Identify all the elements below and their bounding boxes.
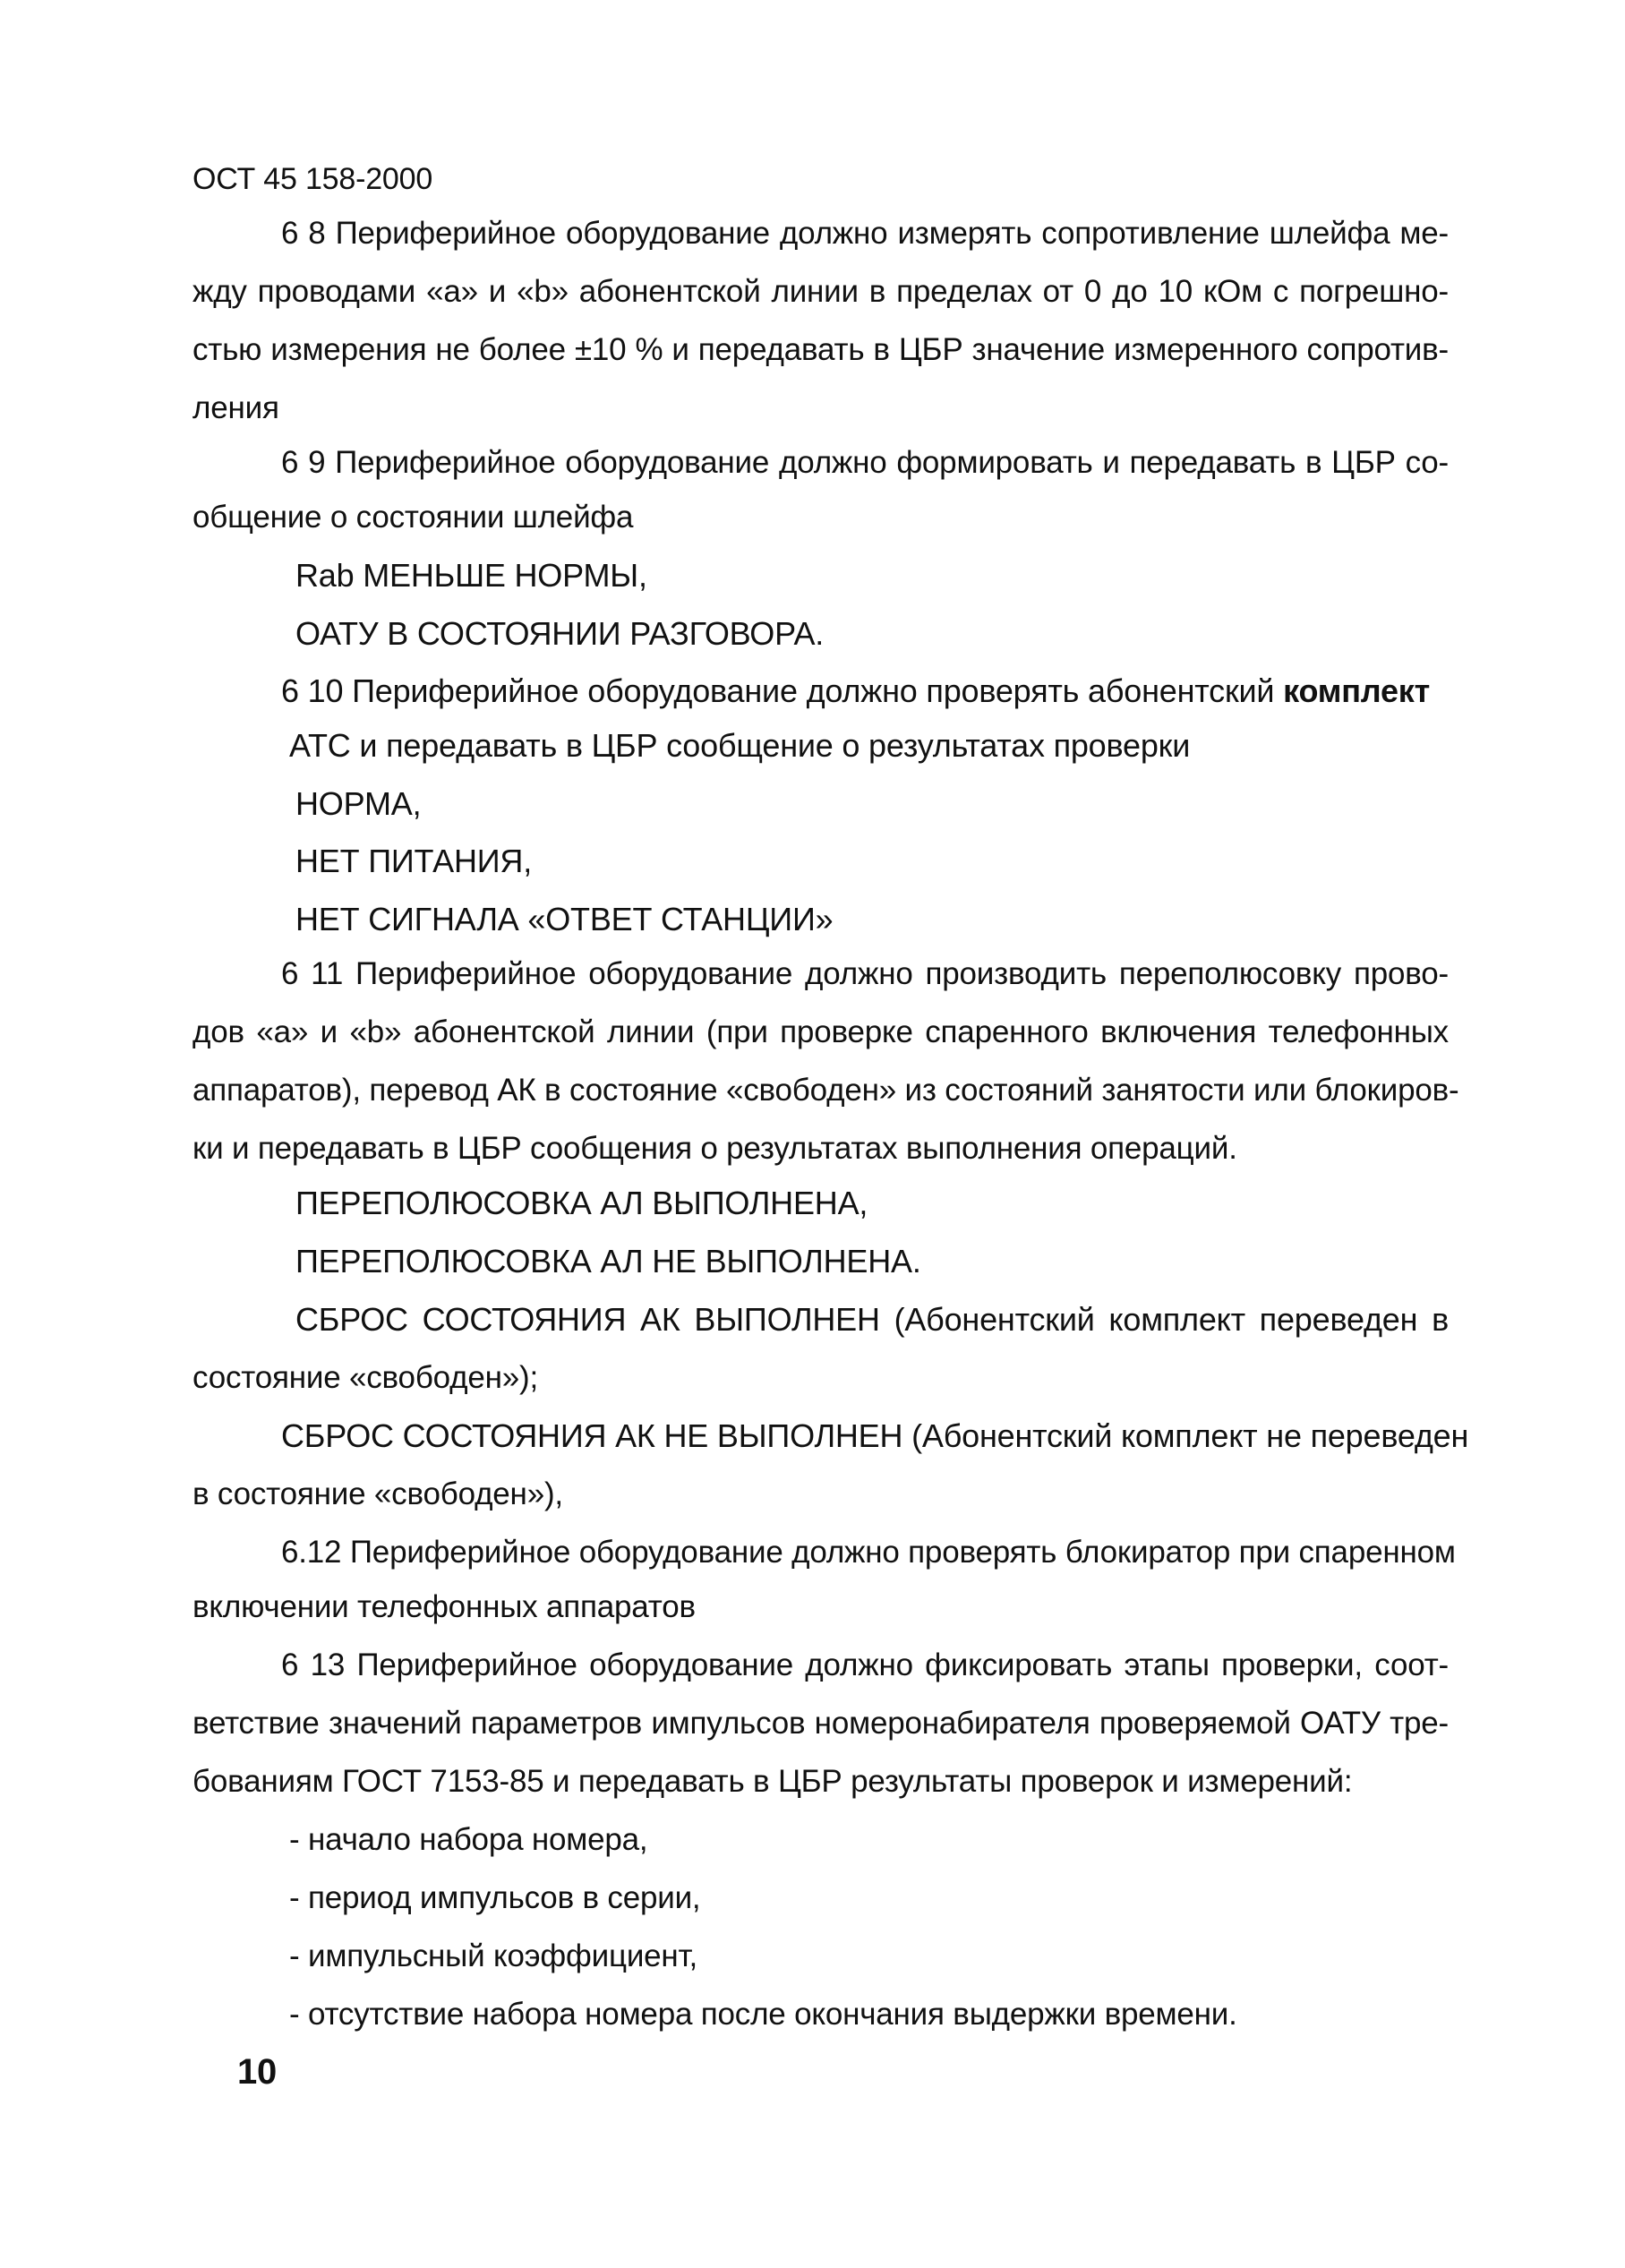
message-reset-not-done-line-2: в состояние «свободен»), xyxy=(192,1476,563,1511)
para-6-11-line-1: 6 11 Периферийное оборудование должно производить переполюсовку прово- xyxy=(281,956,1449,991)
para-6-9-line-1: 6 9 Периферийное оборудование должно формировать и передавать в ЦБР со- xyxy=(281,445,1449,480)
page-number: 10 xyxy=(237,2052,278,2092)
message-repolarization-not-done: ПЕРЕПОЛЮСОВКА АЛ НЕ ВЫПОЛНЕНА. xyxy=(295,1243,921,1279)
para-6-11-line-4: ки и передавать в ЦБР сообщения о результатах выполнения операций. xyxy=(192,1131,1237,1166)
para-6-12-line-2: включении телефонных аппаратов xyxy=(192,1589,696,1624)
message-norm: НОРМА, xyxy=(295,785,422,822)
message-oatu-in-call: ОАТУ В СОСТОЯНИИ РАЗГОВОРА. xyxy=(295,615,825,652)
message-reset-done-line-1: СБРОС СОСТОЯНИЯ АК ВЫПОЛНЕН (Абонентский комплект переведен в xyxy=(295,1301,1449,1338)
para-6-8-line-2: жду проводами «а» и «b» абонентской линии в пределах от 0 до 10 кОм с погрешно- xyxy=(192,274,1449,309)
list-item-no-dial-timeout: - отсутствие набора номера после окончания выдержки времени. xyxy=(289,1997,1237,2032)
para-6-13-line-3: бованиям ГОСТ 7153-85 и передавать в ЦБР результаты проверок и измерений: xyxy=(192,1764,1353,1799)
message-reset-done-line-2: состояние «свободен»); xyxy=(192,1360,539,1395)
para-6-8-line-4: ления xyxy=(192,390,279,425)
message-repolarization-done: ПЕРЕПОЛЮСОВКА АЛ ВЫПОЛНЕНА, xyxy=(295,1185,868,1221)
para-6-9-line-2: общение о состоянии шлейфа xyxy=(192,500,634,535)
para-6-10-line-1 xyxy=(281,672,1430,711)
para-6-11-line-3: аппаратов), перевод АК в состояние «свободен» из состояний занятости или блокиров- xyxy=(192,1073,1459,1108)
message-reset-not-done-line-1: СБРОС СОСТОЯНИЯ АК НЕ ВЫПОЛНЕН (Абонентский комплект не переведен xyxy=(281,1417,1469,1454)
para-6-13-line-1: 6 13 Периферийное оборудование должно фиксировать этапы проверки, соот- xyxy=(281,1648,1449,1682)
para-6-10-bold-word: комплект xyxy=(1283,672,1431,709)
list-item-dial-start: - начало набора номера, xyxy=(289,1822,648,1857)
document-header: ОСТ 45 158-2000 xyxy=(192,162,433,196)
message-rab-below-norm: Rab МЕНЬШЕ НОРМЫ, xyxy=(295,557,647,594)
para-6-13-line-2: ветствие значений параметров импульсов номеронабирателя проверяемой ОАТУ тре- xyxy=(192,1706,1449,1741)
para-6-8-line-1: 6 8 Периферийное оборудование должно измерять сопротивление шлейфа ме- xyxy=(281,216,1449,251)
list-item-pulse-period: - период импульсов в серии, xyxy=(289,1880,701,1915)
message-no-power: НЕТ ПИТАНИЯ, xyxy=(295,843,533,879)
para-6-12-line-1: 6.12 Периферийное оборудование должно проверять блокиратор при спаренном xyxy=(281,1535,1456,1570)
para-6-11-line-2: дов «а» и «b» абонентской линии (при проверке спаренного включения телефонных xyxy=(192,1014,1449,1049)
message-no-dial-tone: НЕТ СИГНАЛА «ОТВЕТ СТАНЦИИ» xyxy=(295,901,834,937)
para-6-10-line-2: АТС и передавать в ЦБР сообщение о результатах проверки xyxy=(289,727,1191,764)
list-item-pulse-ratio: - импульсный коэффициент, xyxy=(289,1938,698,1973)
para-6-8-line-3: стью измерения не более ±10 % и передавать в ЦБР значение измеренного сопротив- xyxy=(192,332,1449,367)
para-6-10-line-1-text: 6 10 Периферийное оборудование должно проверять абонентский xyxy=(281,672,1284,709)
